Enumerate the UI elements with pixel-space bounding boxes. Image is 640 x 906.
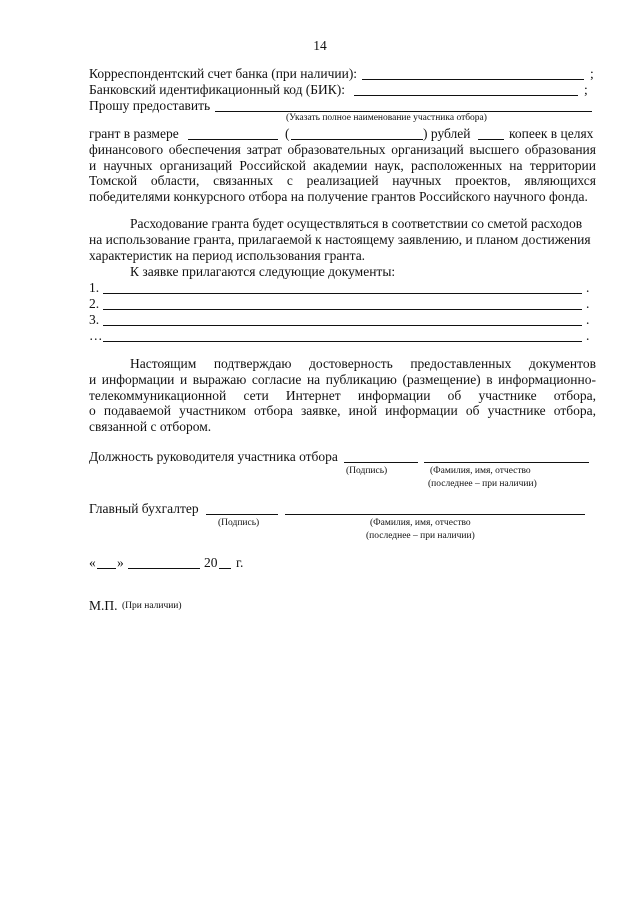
spending-line-2: на использование гранта, прилагаемой к настоящему заявлению, и планом достижения bbox=[89, 232, 591, 247]
attachment-more-field[interactable] bbox=[103, 341, 582, 342]
grant-rub-text: ) рублей bbox=[423, 126, 471, 141]
attachment-2-number: 2. bbox=[89, 296, 100, 311]
date-year-prefix: 20 bbox=[204, 555, 218, 570]
grant-amount-words-field[interactable] bbox=[291, 139, 423, 140]
head-name-hint-1: (Фамилия, имя, отчество bbox=[430, 466, 531, 476]
spending-line-1: Расходование гранта будет осуществляться в соответствии со сметой расходов bbox=[130, 216, 583, 231]
corr-account-terminator: ; bbox=[590, 66, 594, 81]
confirm-line-2: и информации и выражаю согласие на публикацию (размещение) в информационно- bbox=[89, 372, 596, 387]
date-close-quote: » bbox=[117, 555, 124, 570]
date-day-field[interactable] bbox=[97, 568, 116, 569]
grant-line-4: Томской области, связанных с реализацией научных проектов, являющихся bbox=[89, 173, 596, 188]
grant-kopecks-field[interactable] bbox=[478, 139, 504, 140]
accountant-name-hint-2: (последнее – при наличии) bbox=[366, 531, 475, 541]
attachment-3-field[interactable] bbox=[103, 325, 582, 326]
accountant-name-hint-1: (Фамилия, имя, отчество bbox=[370, 518, 471, 528]
attachment-3-end: . bbox=[586, 312, 590, 327]
grant-open-paren: ( bbox=[285, 126, 290, 141]
confirm-line-1-start bbox=[130, 356, 596, 372]
confirm-paragraph bbox=[89, 372, 596, 434]
attachment-1-field[interactable] bbox=[103, 293, 582, 294]
confirm-line-4: о подаваемой участником отбора заявке, иной информации об участнике отбора, bbox=[89, 403, 596, 418]
corr-account-field[interactable] bbox=[362, 79, 584, 80]
stamp-label: М.П. bbox=[89, 598, 118, 613]
attachment-3-number: 3. bbox=[89, 312, 100, 327]
page-number: 14 bbox=[313, 38, 327, 53]
date-year-suffix: г. bbox=[236, 555, 244, 570]
grant-line-2: финансового обеспечения затрат образовательных организаций высшего образования bbox=[89, 142, 596, 157]
corr-account-label: Корреспондентский счет банка (при наличии): bbox=[89, 66, 358, 81]
accountant-signature-hint: (Подпись) bbox=[218, 518, 260, 528]
date-month-field[interactable] bbox=[128, 568, 200, 569]
head-position-label: Должность руководителя участника отбора bbox=[89, 449, 338, 464]
request-label: Прошу предоставить bbox=[89, 98, 211, 113]
recipient-name-hint: (Указать полное наименование участника отбора) bbox=[286, 113, 487, 123]
grant-amount-label: грант в размере bbox=[89, 126, 179, 141]
attachment-1-end: . bbox=[586, 280, 590, 295]
recipient-name-field[interactable] bbox=[215, 111, 592, 112]
attachment-more-end: . bbox=[586, 328, 590, 343]
grant-kop-text: копеек в целях bbox=[509, 126, 594, 141]
attachment-2-field[interactable] bbox=[103, 309, 582, 310]
attachments-intro: К заявке прилагаются следующие документы: bbox=[130, 264, 396, 279]
head-name-field[interactable] bbox=[424, 462, 589, 463]
confirm-line-3: телекоммуникационной сети Интернет информации об участнике отбора, bbox=[89, 387, 596, 403]
head-signature-field[interactable] bbox=[344, 462, 418, 463]
spending-line-3: характеристик на период использования гранта. bbox=[89, 248, 366, 263]
attachment-2-end: . bbox=[586, 296, 590, 311]
head-signature-hint: (Подпись) bbox=[346, 466, 388, 476]
confirm-line-1-text: Настоящим подтверждаю достоверность предоставленных документов bbox=[130, 356, 596, 371]
accountant-label: Главный бухгалтер bbox=[89, 501, 199, 516]
bik-label: Банковский идентификационный код (БИК): bbox=[89, 82, 346, 97]
grant-amount-field[interactable] bbox=[188, 139, 278, 140]
bik-terminator: ; bbox=[584, 82, 588, 97]
accountant-name-field[interactable] bbox=[285, 514, 585, 515]
bik-field[interactable] bbox=[354, 95, 578, 96]
grant-paragraph bbox=[89, 142, 596, 204]
confirm-line-5: связанной с отбором. bbox=[89, 418, 212, 434]
grant-line-3: и научных организаций Российской академии наук, расположенных на территории bbox=[89, 157, 596, 173]
accountant-signature-field[interactable] bbox=[206, 514, 278, 515]
attachment-more-number: … bbox=[89, 328, 103, 343]
date-open-quote: « bbox=[89, 555, 96, 570]
stamp-hint: (При наличии) bbox=[122, 601, 182, 611]
date-year-field[interactable] bbox=[219, 568, 231, 569]
grant-line-5: победителями конкурсного отбора на получение грантов Российского научного фонда. bbox=[89, 188, 588, 204]
head-name-hint-2: (последнее – при наличии) bbox=[428, 479, 537, 489]
attachment-1-number: 1. bbox=[89, 280, 100, 295]
